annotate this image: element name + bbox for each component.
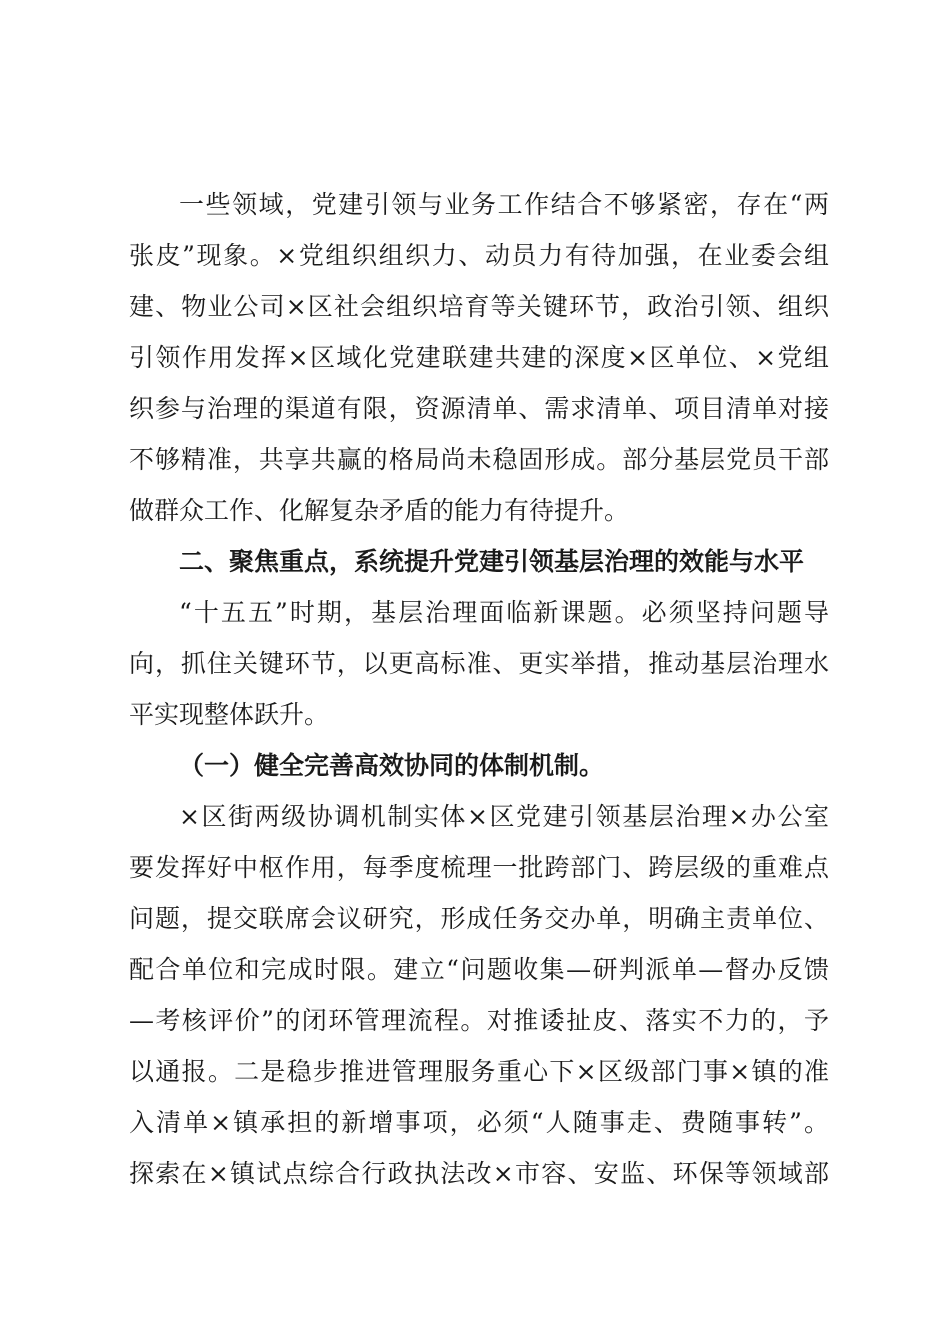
paragraph-line: 以通报。二是稳步推进管理服务重心下×区级部门事×镇的准 — [129, 1057, 829, 1086]
paragraph-line: 一些领域，党建引领与业务工作结合不够紧密，存在“两 — [179, 190, 829, 219]
paragraph-line: 织参与治理的渠道有限，资源清单、需求清单、项目清单对接 — [129, 394, 829, 423]
paragraph-line: 问题，提交联席会议研究，形成任务交办单，明确主责单位、 — [129, 904, 829, 933]
paragraph-line: “十五五”时期，基层治理面临新课题。必须坚持问题导 — [179, 598, 829, 627]
paragraph-line: 不够精准，共享共赢的格局尚未稳固形成。部分基层党员干部 — [129, 445, 829, 474]
paragraph-line: 引领作用发挥×区域化党建联建共建的深度×区单位、×党组 — [129, 343, 829, 372]
paragraph-line: 探索在×镇试点综合行政执法改×市容、安监、环保等领域部 — [129, 1159, 829, 1188]
paragraph-line: 要发挥好中枢作用，每季度梳理一批跨部门、跨层级的重难点 — [129, 853, 829, 882]
paragraph-line: 向，抓住关键环节，以更高标准、更实举措，推动基层治理水 — [129, 649, 829, 678]
paragraph-line: 入清单×镇承担的新增事项，必须“人随事走、费随事转”。 — [129, 1108, 829, 1137]
section-heading: 二、聚焦重点，系统提升党建引领基层治理的效能与水平 — [179, 547, 805, 576]
paragraph-line: 配合单位和完成时限。建立“问题收集—研判派单—督办反馈 — [129, 955, 829, 984]
subsection-heading: （一）健全完善高效协同的体制机制。 — [179, 751, 605, 780]
paragraph-line: 张皮”现象。×党组织组织力、动员力有待加强，在业委会组 — [129, 241, 829, 270]
paragraph-line: 建、物业公司×区社会组织培育等关键环节，政治引领、组织 — [129, 292, 829, 321]
paragraph-line: —考核评价”的闭环管理流程。对推诿扯皮、落实不力的，予 — [129, 1006, 829, 1035]
paragraph-line: ×区街两级协调机制实体×区党建引领基层治理×办公室 — [179, 802, 830, 831]
paragraph-line: 做群众工作、化解复杂矛盾的能力有待提升。 — [129, 496, 630, 525]
paragraph-line: 平实现整体跃升。 — [129, 700, 330, 729]
